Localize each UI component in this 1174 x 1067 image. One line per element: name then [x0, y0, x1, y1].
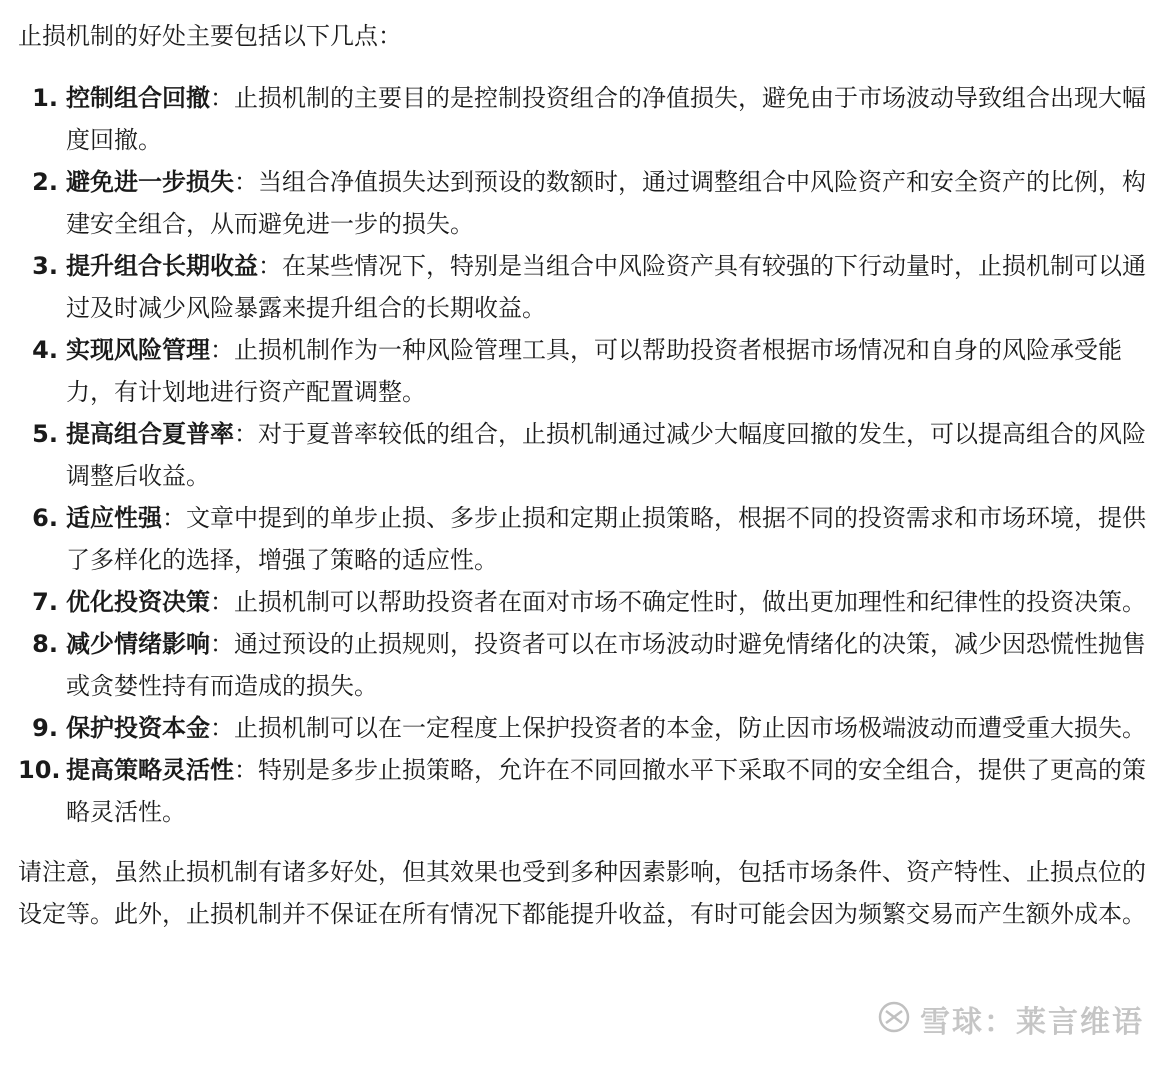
list-item-separator: ：: [210, 336, 234, 364]
list-item-term: 提升组合长期收益: [66, 252, 258, 280]
closing-note: 请注意，虽然止损机制有诸多好处，但其效果也受到多种因素影响，包括市场条件、资产特性、止损点位的设定等。此外，止损机制并不保证在所有情况下都能提升收益，有时可能会因为频繁交易而产生额外成本。: [18, 858, 1146, 928]
watermark: [876, 999, 1144, 1047]
list-item-number: 7.: [32, 588, 58, 616]
list-item-text: 文章中提到的单步止损、多步止损和定期止损策略，根据不同的投资需求和市场环境，提供了多样化的选择，增强了策略的适应性。: [66, 504, 1146, 574]
list-item: [18, 623, 1148, 707]
list-item-number: 4.: [32, 336, 58, 364]
benefits-list: [18, 77, 1148, 833]
list-item-number: 9.: [32, 714, 58, 742]
list-item: [18, 413, 1148, 497]
list-item: [18, 581, 1148, 623]
list-item: [18, 245, 1148, 329]
list-item-term: 适应性强: [66, 504, 162, 532]
list-item: [18, 77, 1148, 161]
list-item-number: 6.: [32, 504, 58, 532]
list-item-number: 8.: [32, 630, 58, 658]
list-item-term: 实现风险管理: [66, 336, 210, 364]
list-item: [18, 749, 1148, 833]
list-item-separator: ：: [258, 252, 282, 280]
list-item-separator: ：: [210, 588, 234, 616]
list-item: [18, 329, 1148, 413]
list-item-term: 提高策略灵活性: [66, 756, 234, 784]
list-item-separator: ：: [234, 420, 258, 448]
snowball-logo-icon: [876, 999, 912, 1047]
list-item-text: 特别是多步止损策略，允许在不同回撤水平下采取不同的安全组合，提供了更高的策略灵活性。: [66, 756, 1146, 826]
list-item-text: 通过预设的止损规则，投资者可以在市场波动时避免情绪化的决策，减少因恐慌性抛售或贪婪性持有而造成的损失。: [66, 630, 1146, 700]
list-item-text: 止损机制作为一种风险管理工具，可以帮助投资者根据市场情况和自身的风险承受能力，有计划地进行资产配置调整。: [66, 336, 1122, 406]
article-body: [18, 15, 1148, 959]
list-item-text: 止损机制的主要目的是控制投资组合的净值损失，避免由于市场波动导致组合出现大幅度回撤。: [66, 84, 1146, 154]
list-item-term: 提高组合夏普率: [66, 420, 234, 448]
list-item-term: 优化投资决策: [66, 588, 210, 616]
list-item-separator: ：: [210, 84, 234, 112]
list-item-number: 3.: [32, 252, 58, 280]
list-item-separator: ：: [234, 756, 258, 784]
list-item-text: 止损机制可以帮助投资者在面对市场不确定性时，做出更加理性和纪律性的投资决策。: [234, 588, 1146, 616]
list-item-separator: ：: [210, 714, 234, 742]
list-item-separator: ：: [162, 504, 186, 532]
list-item-number: 1.: [32, 84, 58, 112]
list-item-term: 减少情绪影响: [66, 630, 210, 658]
list-item-number: 5.: [32, 420, 58, 448]
list-item-text: 对于夏普率较低的组合，止损机制通过减少大幅度回撤的发生，可以提高组合的风险调整后收益。: [66, 420, 1146, 490]
list-item-number: 2.: [32, 168, 58, 196]
list-item-text: 止损机制可以在一定程度上保护投资者的本金，防止因市场极端波动而遭受重大损失。: [234, 714, 1146, 742]
intro-text: 止损机制的好处主要包括以下几点：: [18, 22, 402, 50]
list-item-term: 控制组合回撤: [66, 84, 210, 112]
list-item-text: 在某些情况下，特别是当组合中风险资产具有较强的下行动量时，止损机制可以通过及时减少风险暴露来提升组合的长期收益。: [66, 252, 1146, 322]
list-item: [18, 497, 1148, 581]
list-item-separator: ：: [234, 168, 258, 196]
list-item: [18, 161, 1148, 245]
list-item-term: 避免进一步损失: [66, 168, 234, 196]
watermark-text: 雪球：莱言维语: [920, 1005, 1144, 1040]
list-item-text: 当组合净值损失达到预设的数额时，通过调整组合中风险资产和安全资产的比例，构建安全组合，从而避免进一步的损失。: [66, 168, 1146, 238]
list-item-number: 10.: [18, 756, 61, 784]
list-item: [18, 707, 1148, 749]
list-item-term: 保护投资本金: [66, 714, 210, 742]
list-item-separator: ：: [210, 630, 234, 658]
